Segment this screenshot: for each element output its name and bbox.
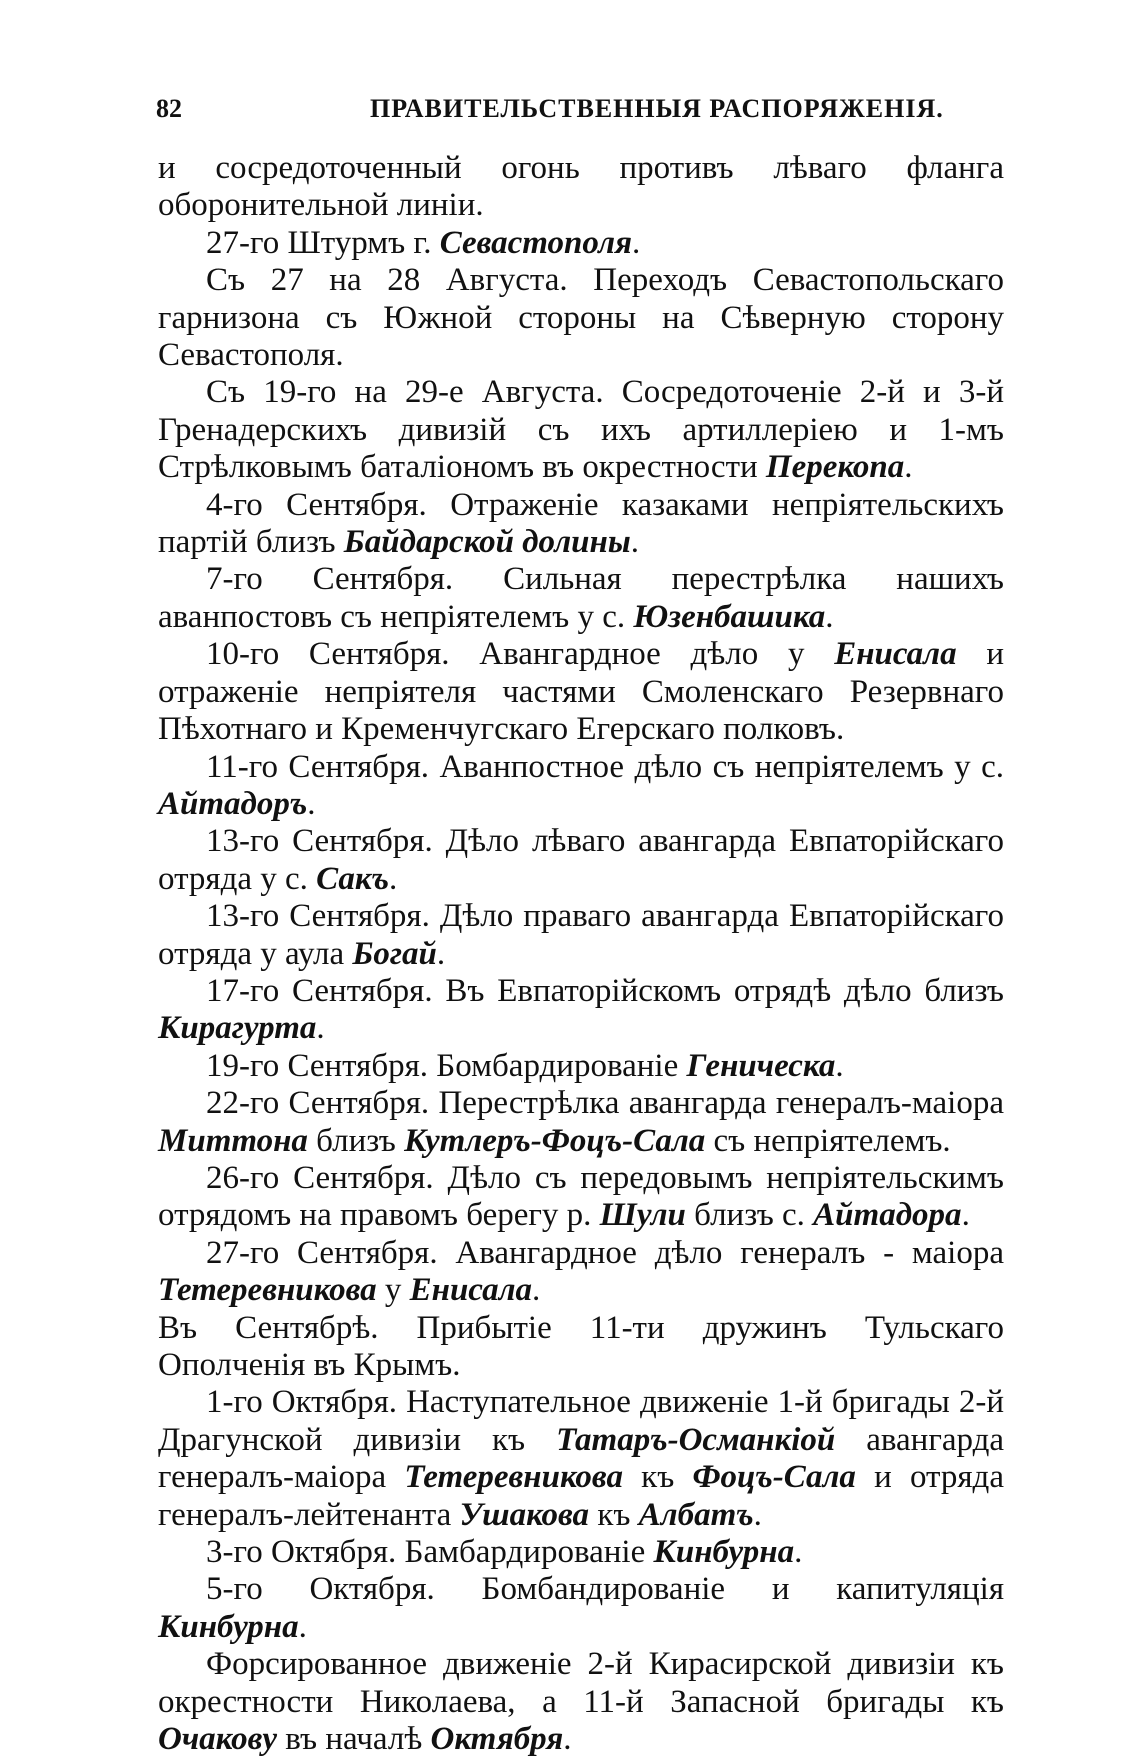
entry-text: съ непріятелемъ.	[705, 1122, 951, 1159]
entry-text: .	[825, 598, 834, 635]
entry-text: .	[316, 1010, 325, 1047]
chronicle-entry	[158, 898, 1004, 973]
entry-text: .	[563, 1721, 572, 1758]
place-name: Кинбурна	[653, 1534, 795, 1571]
chronicle-entry	[158, 262, 1004, 374]
entry-text: къ	[622, 1459, 693, 1496]
place-name: Севастополя	[439, 224, 632, 261]
entry-text: 27-го Сентября. Авангардное дѣло генералъ - маіора	[206, 1234, 1004, 1271]
entry-text: къ	[589, 1496, 639, 1533]
entry-text: 13-го Сентября. Дѣло лѣваго авангарда Евпаторійскаго отряда у с.	[158, 823, 1004, 897]
place-name: Шули	[599, 1197, 686, 1234]
chronicle-entry	[158, 1048, 1004, 1085]
chronicle-entry	[158, 487, 1004, 562]
place-name: Кинбурна	[158, 1608, 299, 1645]
chronicle-entry	[158, 1384, 1004, 1534]
chronicle-entry	[158, 374, 1004, 486]
entry-text: .	[532, 1272, 541, 1309]
entry-text: 5-го Октября. Бомбандированіе и капитуляція	[206, 1571, 1004, 1608]
place-name: Кутлеръ-Фоцъ-Сала	[404, 1122, 706, 1159]
running-title: ПРАВИТЕЛЬСТВЕННЫЯ РАСПОРЯЖЕНІЯ.	[370, 94, 944, 123]
entry-text: .	[298, 1608, 307, 1645]
place-name: Перекопа	[765, 449, 905, 486]
entry-text: и отраженіе непріятеля частями Смоленскаго Резервнаго Пѣхотнаго и Кременчугскаго Егерскаго полковъ.	[158, 636, 1005, 748]
entry-text: 3-го Октября. Бамбардированіе	[206, 1534, 654, 1571]
chronicle-entry	[158, 636, 1004, 748]
chronicle-entry	[158, 1160, 1004, 1235]
place-name: Албатъ	[638, 1496, 754, 1533]
entry-text: .	[389, 860, 398, 897]
entry-text: близъ	[307, 1122, 405, 1159]
chronicle-entry	[158, 1571, 1004, 1646]
chronicle-entry	[158, 225, 1004, 262]
chronicle-entry	[158, 1310, 1004, 1385]
place-name: Тетеревникова	[158, 1272, 377, 1309]
entry-text: 22-го Сентября. Перестрѣлка авангарда генералъ-маіора	[206, 1085, 1004, 1122]
place-name: Миттона	[158, 1122, 308, 1159]
entry-text: у	[376, 1272, 410, 1309]
entry-text: Съ 27 на 28 Августа. Переходъ Севастопольскаго гарнизона съ Южной стороны на Сѣверную сторону Севастополя.	[158, 262, 1004, 374]
place-name: Октября	[430, 1721, 564, 1758]
page-number: 82	[156, 94, 182, 123]
entry-text: .	[632, 224, 641, 261]
place-name: Геническа	[686, 1047, 836, 1084]
place-name: Енисала	[409, 1272, 533, 1309]
entry-text: 27-го Штурмъ г.	[206, 224, 440, 261]
entry-text: 19-го Сентября. Бомбардированіе	[206, 1047, 687, 1084]
entry-text: 13-го Сентября. Дѣло праваго авангарда Евпаторійскаго отряда у аула	[158, 898, 1004, 972]
place-name: Сакъ	[316, 860, 390, 897]
entry-text: 11-го Сентября. Аванпостное дѣло съ непріятелемъ у с.	[206, 748, 1004, 785]
entry-text: въ началѣ	[277, 1721, 431, 1758]
chronicle-entry	[158, 973, 1004, 1048]
place-name: Очакову	[158, 1721, 278, 1758]
chronicle-entry	[158, 561, 1004, 636]
entry-text: .	[436, 935, 446, 972]
place-name: Богай	[352, 935, 437, 972]
entry-text: .	[753, 1496, 762, 1533]
place-name: Кирагурта	[158, 1010, 317, 1047]
place-name: Юзенбашика	[633, 598, 826, 635]
place-name: Байдарской долины	[343, 524, 631, 561]
entry-text: Форсированное движеніе 2-й Кирасирской дивизіи къ окрестности Николаева, а 11-й Запасной бригады къ	[158, 1646, 1004, 1720]
entry-text: .	[794, 1534, 803, 1571]
entry-text: 1-го Октября. Наступательное движеніе 1-й бригады 2-й Драгунской дивизіи къ	[158, 1384, 1004, 1458]
place-name: Тетеревникова	[404, 1459, 623, 1496]
entry-text: .	[307, 785, 316, 822]
entry-text: .	[961, 1197, 970, 1234]
chronicle-entry	[158, 1534, 1004, 1571]
entry-text: близъ с.	[685, 1197, 814, 1234]
chronicle-entry	[158, 150, 1004, 225]
entry-text: 26-го Сентября. Дѣло съ передовымъ непріятельскимъ отрядомъ на правомъ берегу р.	[158, 1159, 1004, 1234]
place-name: Айтадоръ	[158, 785, 308, 822]
place-name: Ушакова	[459, 1496, 590, 1533]
entry-text: 10-го Сентября. Авангардное дѣло у	[206, 636, 835, 673]
body-text	[158, 150, 1004, 1758]
chronicle-entry	[158, 749, 1004, 824]
entry-text: Съ 19-го на 29-е Августа. Сосредоточеніе 2-й и 3-й Гренадерскихъ дивизій съ ихъ артиллеріею и 1-мъ Стрѣлковымъ баталіономъ въ окрестности	[158, 374, 1004, 486]
chronicle-entry	[158, 823, 1004, 898]
entry-text: 4-го Сентября. Отраженіе казаками непріятельскихъ партій близъ	[158, 486, 1004, 561]
chronicle-entry	[158, 1646, 1004, 1758]
place-name: Фоцъ-Сала	[692, 1459, 856, 1496]
entry-text: и отряда генералъ-лейтенанта	[158, 1459, 1004, 1533]
entry-text: и сосредоточенный огонь противъ лѣваго фланга оборонительной линіи.	[158, 150, 1004, 224]
place-name: Енисала	[834, 636, 957, 673]
entry-text: .	[835, 1047, 844, 1084]
entry-text: .	[630, 524, 639, 561]
chronicle-entry	[158, 1235, 1004, 1310]
entry-text: авангарда генералъ-маіора	[158, 1421, 1004, 1496]
entry-text: 7-го Сентября. Сильная перестрѣлка нашихъ аванпостовъ съ непріятелемъ у с.	[158, 561, 1004, 635]
place-name: Татаръ-Османкіой	[556, 1421, 836, 1458]
chronicle-entry	[158, 1085, 1004, 1160]
entry-text: 17-го Сентября. Въ Евпаторійскомъ отрядѣ дѣло близъ	[206, 972, 1004, 1009]
place-name: Айтадора	[813, 1197, 962, 1234]
entry-text: .	[904, 449, 913, 486]
entry-text: Въ Сентябрѣ. Прибытіе 11-ти дружинъ Тульскаго Ополченія въ Крымъ.	[158, 1309, 1004, 1383]
